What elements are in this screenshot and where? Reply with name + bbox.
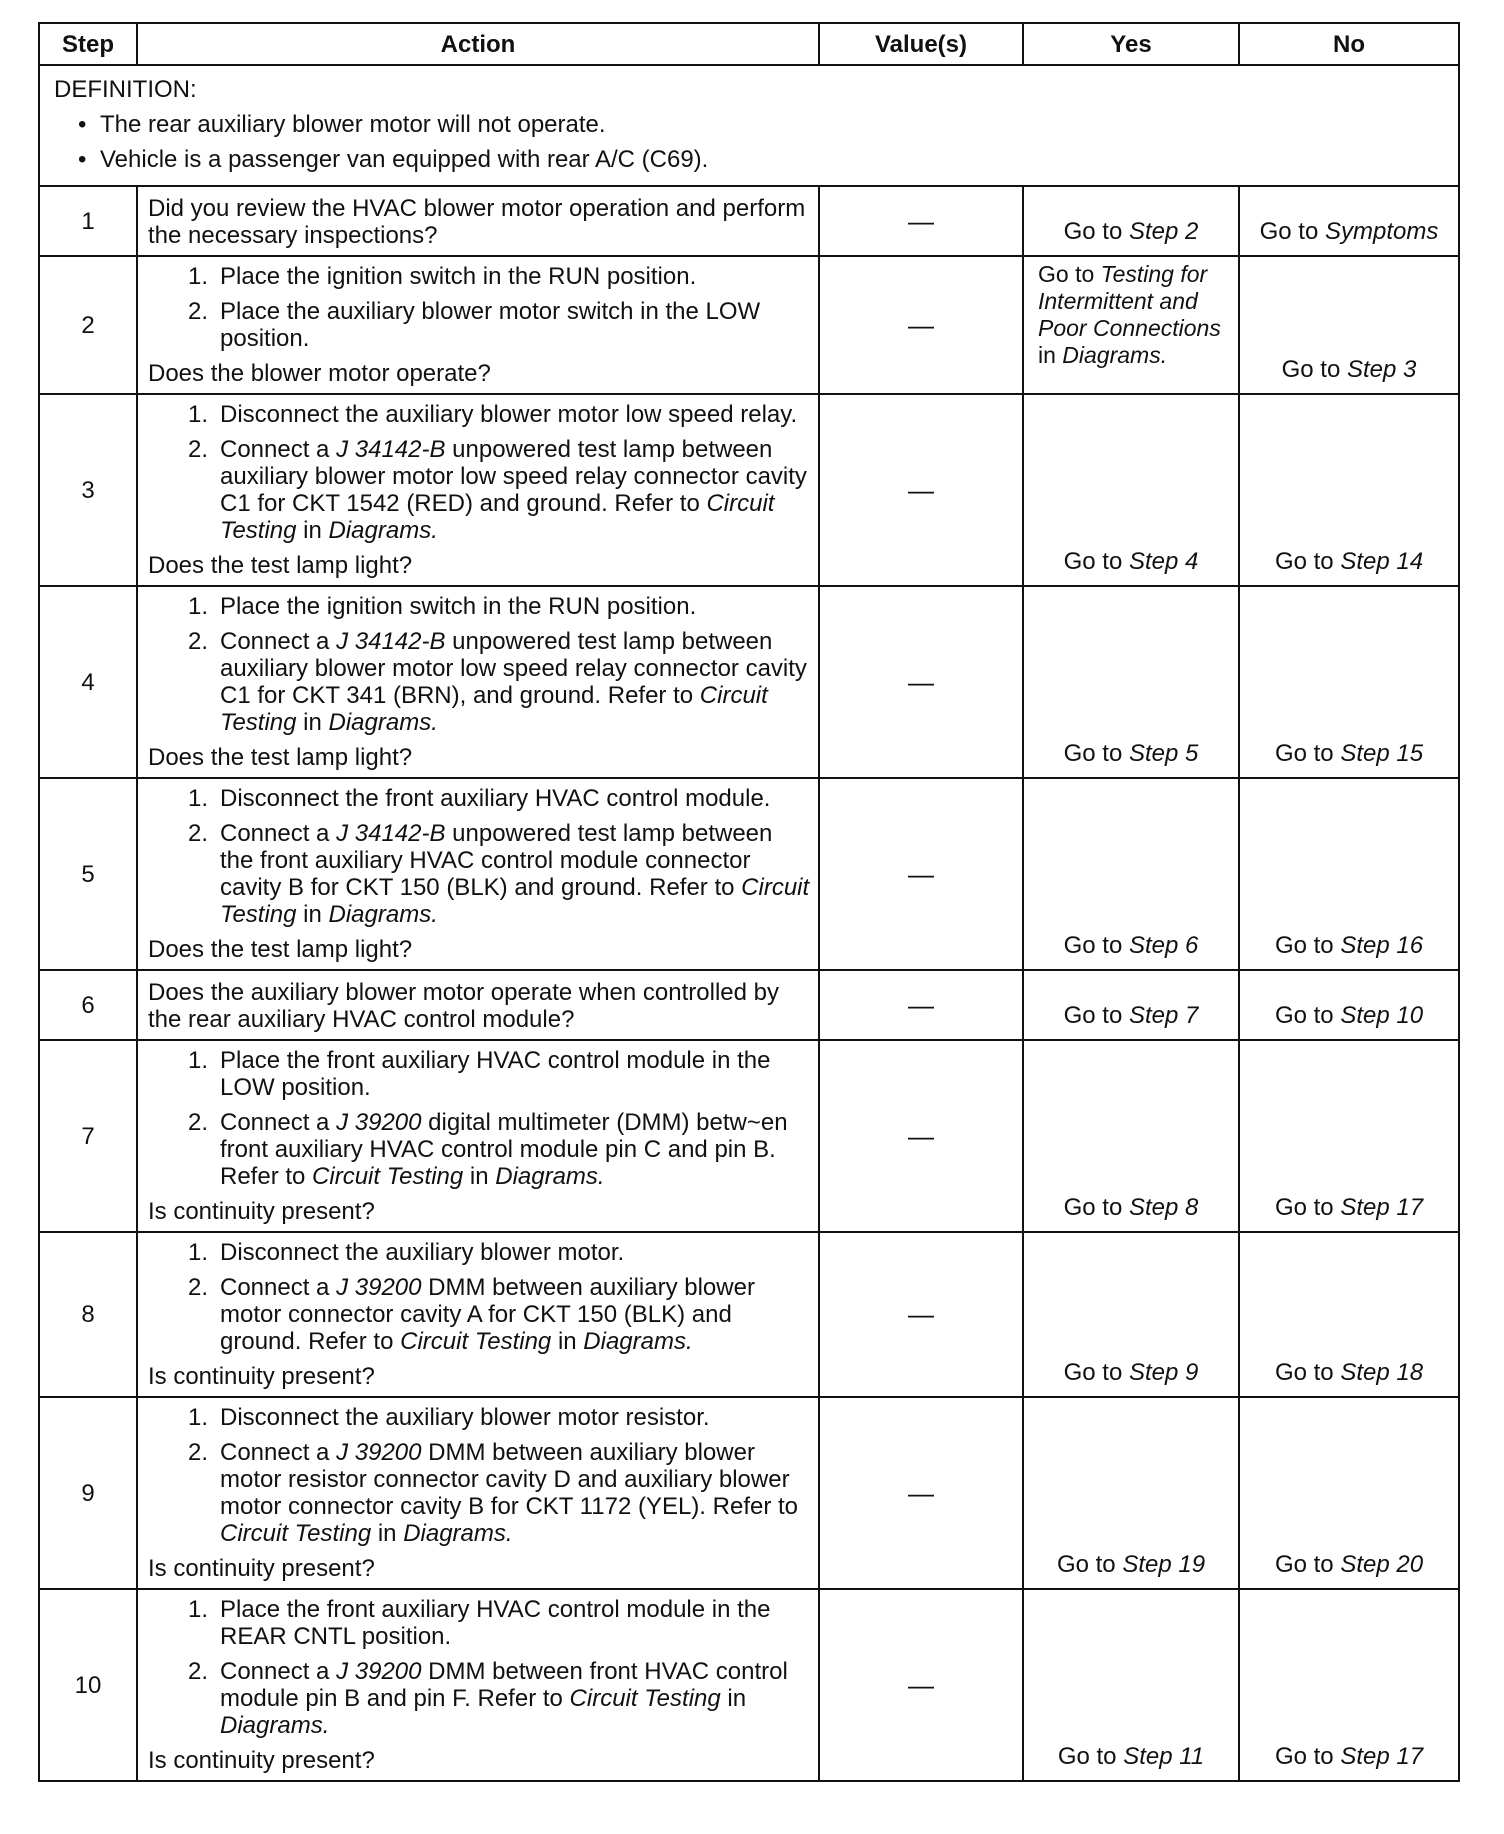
- action-question: Does the test lamp light?: [148, 936, 413, 963]
- action-step-item: [148, 1109, 810, 1190]
- goto-prefix: Go to: [1063, 218, 1129, 245]
- diagnostic-table-wrapper: [38, 22, 1458, 1782]
- yes-result-cell: [1023, 1397, 1239, 1589]
- action-step-item: [148, 1404, 810, 1431]
- action-step-item: [148, 1239, 810, 1266]
- action-text-segment: in: [463, 1163, 496, 1190]
- header-row: [39, 23, 1459, 65]
- action-cell: [137, 1397, 819, 1589]
- header-no: No: [1239, 23, 1459, 65]
- header-yes: Yes: [1023, 23, 1239, 65]
- value-cell: —: [819, 394, 1023, 586]
- no-result-cell: [1239, 1232, 1459, 1397]
- yes-result-cell: [1023, 186, 1239, 256]
- yes-goto-link[interactable]: Step 6: [1128, 932, 1199, 959]
- value-cell: —: [819, 778, 1023, 970]
- step-row: [39, 970, 1459, 1040]
- tool-reference: J 34142-B: [336, 436, 446, 463]
- header-step: Step: [39, 23, 137, 65]
- yes-goto-link[interactable]: Step 4: [1128, 548, 1199, 575]
- step-number: 1: [39, 186, 137, 256]
- header-values: Value(s): [819, 23, 1023, 65]
- header-action: Action: [137, 23, 819, 65]
- no-goto-link[interactable]: Step 14: [1340, 548, 1424, 575]
- step-number: 6: [39, 970, 137, 1040]
- tool-reference: J 39200: [336, 1439, 422, 1466]
- goto-prefix: Go to: [1274, 1743, 1341, 1770]
- tool-reference: J 34142-B: [336, 820, 446, 847]
- action-step-text: Disconnect the auxiliary blower motor.: [220, 1239, 625, 1266]
- yes-result-cell: [1023, 256, 1239, 394]
- action-step-item: [148, 401, 810, 428]
- action-step-text: [220, 1109, 810, 1190]
- action-step-text: Disconnect the front auxiliary HVAC control module.: [220, 785, 771, 812]
- step-row: [39, 256, 1459, 394]
- step-number: 8: [39, 1232, 137, 1397]
- action-text-segment: in: [371, 1520, 404, 1547]
- action-step-item: [148, 1274, 810, 1355]
- action-text-segment: DMM between auxiliary blower motor connector cavity A for CKT 150 (BLK) and ground. Refer to: [220, 1274, 755, 1355]
- document-reference[interactable]: Diagrams.: [403, 1520, 513, 1547]
- goto-prefix: Go to: [1063, 932, 1129, 959]
- action-step-item: [148, 785, 810, 812]
- no-result-cell: [1239, 394, 1459, 586]
- value-cell: —: [819, 1232, 1023, 1397]
- value-cell: —: [819, 586, 1023, 778]
- yes-goto-link[interactable]: Step 2: [1128, 218, 1199, 245]
- action-text-segment: Connect a: [220, 1439, 337, 1466]
- action-text-segment: in: [720, 1685, 747, 1712]
- action-cell: [137, 1232, 819, 1397]
- action-step-number: 2.: [187, 298, 208, 325]
- action-steps: [148, 593, 810, 736]
- step-row: [39, 1589, 1459, 1781]
- value-cell: —: [819, 1397, 1023, 1589]
- action-step-item: [148, 593, 810, 620]
- action-step-text: Place the front auxiliary HVAC control module in the LOW position.: [220, 1047, 771, 1101]
- action-step-text: [220, 1439, 810, 1547]
- action-text-segment: in: [296, 517, 329, 544]
- no-goto-link[interactable]: Step 20: [1340, 1551, 1424, 1578]
- action-text-segment: in: [296, 709, 329, 736]
- action-cell: [137, 1589, 819, 1781]
- tool-reference: J 34142-B: [336, 628, 446, 655]
- action-steps: [148, 1047, 810, 1190]
- step-number: 10: [39, 1589, 137, 1781]
- document-reference[interactable]: Circuit Testing: [220, 874, 810, 928]
- action-text-segment: unpowered test lamp between the front auxiliary HVAC control module connector cavity B for CKT 150 (BLK) and ground. Refer to: [220, 820, 773, 901]
- action-steps: [148, 401, 810, 544]
- action-step-number: 1.: [187, 593, 208, 620]
- step-row: [39, 186, 1459, 256]
- action-text-segment: DMM between auxiliary blower motor resistor connector cavity D and auxiliary blower motor connector cavity B for CKT 1172 (YEL). Refer to: [220, 1439, 799, 1520]
- document-reference[interactable]: Diagrams.: [328, 517, 438, 544]
- no-goto-link[interactable]: Step 17: [1340, 1194, 1424, 1221]
- no-result-cell: [1239, 970, 1459, 1040]
- action-text-segment: Connect a: [220, 628, 337, 655]
- action-step-text: Place the auxiliary blower motor switch in the LOW position.: [220, 298, 761, 352]
- action-question: Is continuity present?: [148, 1363, 375, 1390]
- yes-goto-link[interactable]: Step 19: [1122, 1551, 1206, 1578]
- action-step-text: Place the front auxiliary HVAC control module in the REAR CNTL position.: [220, 1596, 771, 1650]
- action-step-number: 1.: [187, 785, 208, 812]
- action-question: Is continuity present?: [148, 1198, 375, 1225]
- action-text-segment: digital multimeter (DMM) betw~en front auxiliary HVAC control module pin C and pin B. Refer to: [220, 1109, 788, 1190]
- no-goto-link[interactable]: Step 17: [1340, 1743, 1424, 1770]
- tool-reference: J 39200: [336, 1658, 422, 1685]
- action-steps: [148, 1404, 810, 1547]
- definition-list: [54, 107, 1448, 177]
- no-goto-link[interactable]: Step 15: [1340, 740, 1424, 767]
- definition-bullet: • Vehicle is a passenger van equipped with rear A/C (C69).: [78, 142, 1448, 177]
- action-step-item: [148, 1658, 810, 1739]
- goto-prefix: Go to: [1274, 740, 1341, 767]
- definition-cell: [39, 65, 1459, 186]
- definition-bullet: • The rear auxiliary blower motor will not operate.: [78, 107, 1448, 142]
- action-step-text: [220, 628, 810, 736]
- step-row: [39, 1397, 1459, 1589]
- yes-goto-link[interactable]: Step 9: [1128, 1359, 1199, 1386]
- action-step-item: [148, 298, 810, 352]
- action-step-text: Place the ignition switch in the RUN position.: [220, 263, 697, 290]
- value-cell: —: [819, 256, 1023, 394]
- yes-goto-link[interactable]: Testing for Intermittent and Poor Connections: [1038, 261, 1221, 341]
- goto-prefix: Go to: [1063, 1194, 1129, 1221]
- goto-prefix: Go to: [1063, 548, 1129, 575]
- no-result-cell: [1239, 1040, 1459, 1232]
- action-step-text: [220, 820, 810, 928]
- goto-prefix: Go to: [1063, 1002, 1129, 1029]
- no-result-cell: [1239, 778, 1459, 970]
- action-cell: [137, 586, 819, 778]
- goto-prefix: Go to: [1057, 1743, 1124, 1770]
- action-cell: [137, 186, 819, 256]
- yes-result-cell: [1023, 778, 1239, 970]
- document-reference[interactable]: Circuit Testing: [569, 1685, 721, 1712]
- document-reference[interactable]: Diagrams.: [220, 1712, 330, 1739]
- yes-result-cell: [1023, 970, 1239, 1040]
- action-step-number: 1.: [187, 263, 208, 290]
- diagnostic-table: [38, 22, 1460, 1782]
- yes-result-cell: [1023, 1040, 1239, 1232]
- goto-prefix: Go to: [1274, 932, 1341, 959]
- action-cell: [137, 1040, 819, 1232]
- action-steps: [148, 263, 810, 352]
- yes-result-cell: [1023, 586, 1239, 778]
- no-goto-link[interactable]: Symptoms: [1325, 218, 1439, 245]
- action-step-number: 1.: [187, 1047, 208, 1074]
- yes-result-cell: [1023, 1589, 1239, 1781]
- yes-result-cell: [1023, 394, 1239, 586]
- goto-prefix: Go to: [1056, 1551, 1123, 1578]
- goto-prefix: Go to: [1063, 1359, 1129, 1386]
- action-question: Is continuity present?: [148, 1747, 375, 1774]
- definition-label: DEFINITION:: [54, 76, 197, 103]
- goto-connector: in: [1038, 342, 1063, 368]
- definition-row: [39, 65, 1459, 186]
- goto-prefix: Go to: [1274, 1551, 1341, 1578]
- action-text-segment: unpowered test lamp between auxiliary blower motor low speed relay connector cavity C1 for CKT 1542 (RED) and ground. Refer to: [220, 436, 807, 517]
- document-reference[interactable]: Diagrams.: [495, 1163, 605, 1190]
- goto-prefix: Go to: [1038, 261, 1101, 287]
- yes-result-cell: [1023, 1232, 1239, 1397]
- action-text-segment: Connect a: [220, 820, 337, 847]
- action-question: Does the blower motor operate?: [148, 360, 491, 387]
- action-question: Did you review the HVAC blower motor operation and perform the necessary inspections?: [148, 195, 806, 249]
- action-cell: [137, 394, 819, 586]
- document-reference[interactable]: Circuit Testing: [220, 682, 768, 736]
- no-goto-link[interactable]: Step 18: [1340, 1359, 1424, 1386]
- action-question: Does the test lamp light?: [148, 552, 413, 579]
- action-text-segment: Connect a: [220, 436, 337, 463]
- action-steps: [148, 1596, 810, 1739]
- action-step-text: Place the ignition switch in the RUN position.: [220, 593, 697, 620]
- action-steps: [148, 1239, 810, 1355]
- tool-reference: J 39200: [336, 1109, 422, 1136]
- action-question: Does the test lamp light?: [148, 744, 413, 771]
- action-step-item: [148, 1439, 810, 1547]
- action-step-item: [148, 820, 810, 928]
- action-text-segment: in: [296, 901, 329, 928]
- action-step-text: [220, 436, 810, 544]
- action-step-number: 2.: [187, 1274, 208, 1301]
- step-number: 7: [39, 1040, 137, 1232]
- step-row: [39, 586, 1459, 778]
- value-cell: —: [819, 1589, 1023, 1781]
- action-step-item: [148, 628, 810, 736]
- action-cell: [137, 778, 819, 970]
- action-step-text: [220, 1274, 810, 1355]
- goto-prefix: Go to: [1281, 356, 1347, 383]
- action-step-number: 2.: [187, 1109, 208, 1136]
- document-reference[interactable]: Diagrams.: [328, 709, 438, 736]
- value-cell: —: [819, 970, 1023, 1040]
- action-steps: [148, 785, 810, 928]
- yes-goto-link-secondary[interactable]: Diagrams.: [1062, 342, 1168, 368]
- action-step-number: 1.: [187, 1404, 208, 1431]
- step-row: [39, 778, 1459, 970]
- step-number: 4: [39, 586, 137, 778]
- action-step-item: [148, 436, 810, 544]
- action-text-segment: in: [551, 1328, 584, 1355]
- no-result-cell: [1239, 186, 1459, 256]
- step-row: [39, 1232, 1459, 1397]
- action-step-number: 1.: [187, 401, 208, 428]
- action-step-text: Disconnect the auxiliary blower motor resistor.: [220, 1404, 710, 1431]
- value-cell: —: [819, 186, 1023, 256]
- action-step-item: [148, 263, 810, 290]
- no-goto-link[interactable]: Step 10: [1340, 1002, 1424, 1029]
- action-text-segment: Connect a: [220, 1658, 337, 1685]
- no-goto-link[interactable]: Step 16: [1340, 932, 1424, 959]
- document-reference[interactable]: Diagrams.: [583, 1328, 693, 1355]
- goto-prefix: Go to: [1274, 548, 1341, 575]
- action-step-item: [148, 1596, 810, 1650]
- action-step-number: 2.: [187, 1439, 208, 1466]
- goto-prefix: Go to: [1063, 740, 1129, 767]
- no-result-cell: [1239, 586, 1459, 778]
- action-step-number: 1.: [187, 1239, 208, 1266]
- action-step-number: 2.: [187, 1658, 208, 1685]
- value-cell: —: [819, 1040, 1023, 1232]
- step-number: 2: [39, 256, 137, 394]
- no-result-cell: [1239, 1397, 1459, 1589]
- document-reference[interactable]: Circuit Testing: [220, 490, 775, 544]
- action-step-number: 1.: [187, 1596, 208, 1623]
- step-number: 5: [39, 778, 137, 970]
- no-result-cell: [1239, 1589, 1459, 1781]
- yes-goto-link[interactable]: Step 8: [1128, 1194, 1199, 1221]
- action-step-text: [220, 1658, 810, 1739]
- goto-prefix: Go to: [1274, 1002, 1341, 1029]
- action-step-number: 2.: [187, 820, 208, 847]
- action-question: Does the auxiliary blower motor operate when controlled by the rear auxiliary HVAC control module?: [148, 979, 779, 1033]
- goto-prefix: Go to: [1274, 1359, 1341, 1386]
- no-result-cell: [1239, 256, 1459, 394]
- step-number: 9: [39, 1397, 137, 1589]
- document-reference[interactable]: Circuit Testing: [220, 1520, 372, 1547]
- action-question: Is continuity present?: [148, 1555, 375, 1582]
- yes-goto-link[interactable]: Step 5: [1128, 740, 1199, 767]
- yes-goto-link[interactable]: Step 11: [1123, 1743, 1205, 1770]
- action-text-segment: DMM between front HVAC control module pin B and pin F. Refer to: [220, 1658, 788, 1712]
- yes-goto-link[interactable]: Step 7: [1128, 1002, 1199, 1029]
- step-row: [39, 1040, 1459, 1232]
- document-reference[interactable]: Diagrams.: [328, 901, 438, 928]
- document-reference[interactable]: Circuit Testing: [400, 1328, 552, 1355]
- step-number: 3: [39, 394, 137, 586]
- action-step-number: 2.: [187, 436, 208, 463]
- action-step-item: [148, 1047, 810, 1101]
- step-row: [39, 394, 1459, 586]
- action-text-segment: Connect a: [220, 1274, 337, 1301]
- goto-prefix: Go to: [1274, 1194, 1341, 1221]
- action-text-segment: unpowered test lamp between auxiliary blower motor low speed relay connector cavity C1 for CKT 341 (BRN), and ground. Refer to: [220, 628, 807, 709]
- action-step-number: 2.: [187, 628, 208, 655]
- action-text-segment: Connect a: [220, 1109, 337, 1136]
- action-cell: [137, 256, 819, 394]
- no-goto-link[interactable]: Step 3: [1346, 356, 1417, 383]
- goto-prefix: Go to: [1259, 218, 1325, 245]
- tool-reference: J 39200: [336, 1274, 422, 1301]
- action-step-text: Disconnect the auxiliary blower motor low speed relay.: [220, 401, 798, 428]
- document-reference[interactable]: Circuit Testing: [312, 1163, 464, 1190]
- action-cell: [137, 970, 819, 1040]
